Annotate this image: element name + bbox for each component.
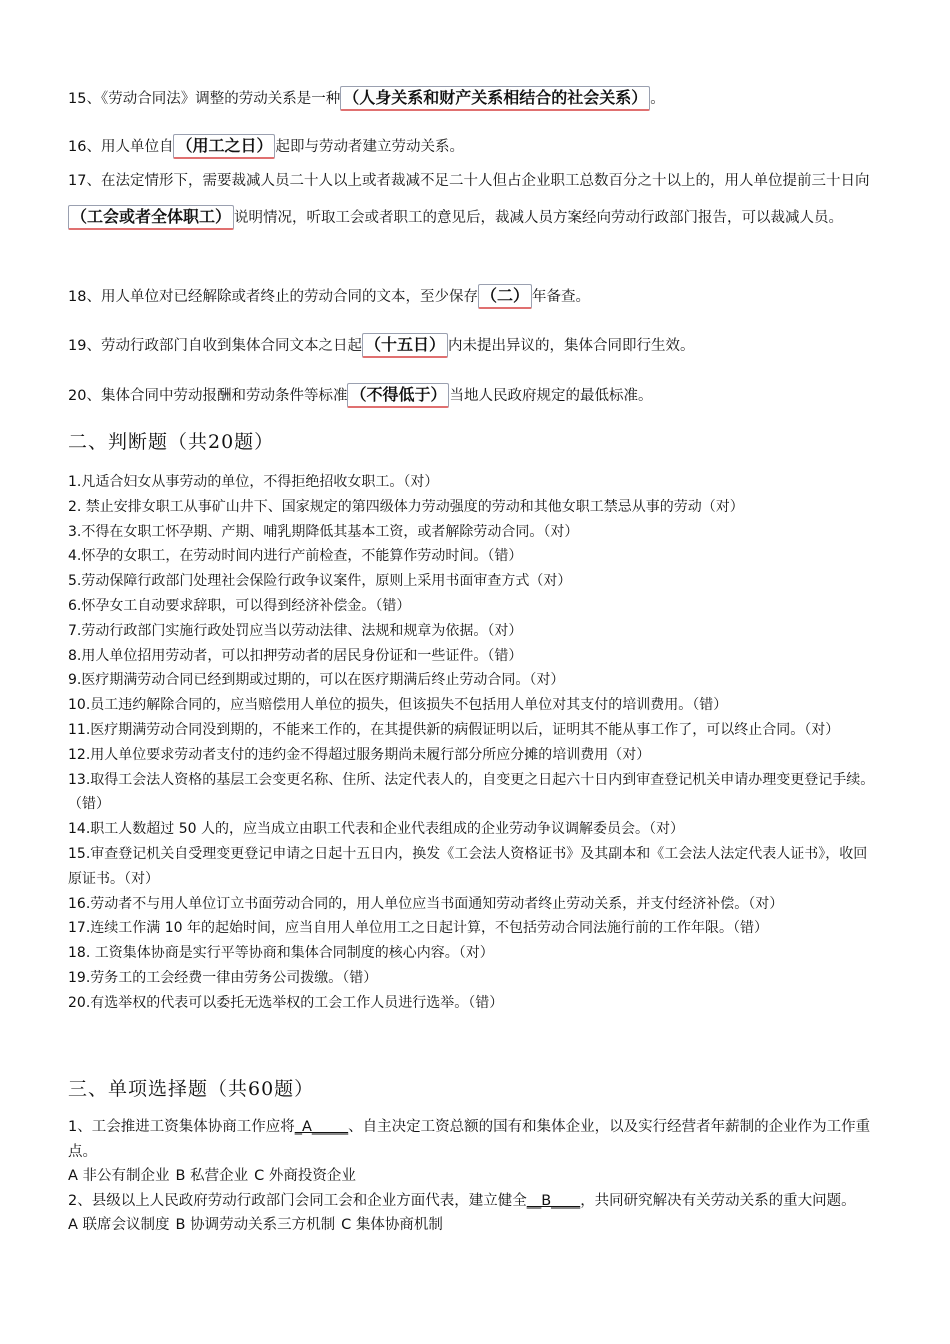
option: C 集体协商机制 <box>341 1217 443 1233</box>
fill-item-text: 15、《劳动合同法》调整的劳动关系是一种 <box>68 91 341 107</box>
fill-item-text: 当地人民政府规定的最低标准。 <box>449 388 653 404</box>
list-item: 7.劳动行政部门实施行政处罚应当以劳动法律、法规和规章为依据。（对） <box>68 622 523 639</box>
option: C 外商投资企业 <box>254 1168 356 1184</box>
option: A 联席会议制度 <box>68 1217 170 1233</box>
list-item: 2. 禁止安排女职工从事矿山井下、国家规定的第四级体力劳动强度的劳动和其他女职工禁忌从事的劳动（对） <box>68 498 744 515</box>
fill-item-text: 年备查。 <box>531 289 590 305</box>
list-item: 9.医疗期满劳动合同已经到期或过期的，可以在医疗期满后终止劳动合同。（对） <box>68 672 565 689</box>
option: B 协调劳动关系三方机制 <box>175 1217 336 1233</box>
fill-item-18 <box>68 284 880 309</box>
option: B 私营企业 <box>175 1168 249 1184</box>
fill-item-text: 内未提出异议的，集体合同即行生效。 <box>447 338 695 354</box>
fill-item-answer: （用工之日） <box>173 134 275 159</box>
question-text <box>68 1189 880 1214</box>
list-item: 18. 工资集体协商是实行平等协商和集体合同制度的核心内容。（对） <box>68 945 494 962</box>
fill-item-answer: （十五日） <box>362 333 448 358</box>
fill-item-answer: （二） <box>478 284 532 309</box>
fill-item-answer: （不得低于） <box>347 383 449 408</box>
list-item: 20.有选举权的代表可以委托无选举权的工会工作人员进行选举。（错） <box>68 994 504 1011</box>
fill-item-text: 19、劳动行政部门自收到集体合同文本之日起 <box>68 338 362 354</box>
fill-item-text: 说明情况，听取工会或者职工的意见后，裁减人员方案经向劳动行政部门报告，可以裁减人员。 <box>234 210 844 226</box>
fill-item-text: 18、用人单位对已经解除或者终止的劳动合同的文本，至少保存 <box>68 289 478 305</box>
fill-item-answer: （人身关系和财产关系相结合的社会关系） <box>340 86 650 111</box>
question-blank: _A_____ <box>294 1119 349 1135</box>
option: A 非公有制企业 <box>68 1168 170 1184</box>
list-item: 10.员工违约解除合同的，应当赔偿用人单位的损失，但该损失不包括用人单位对其支付的培训费用。（错） <box>68 697 728 714</box>
question-text-part: 、自主决定工资总额的国有和集体企业，以及实行经营者年薪制的企业作为工作重点。 <box>68 1119 871 1160</box>
question-options <box>68 1164 880 1189</box>
fill-item-20 <box>68 383 880 408</box>
question-text <box>68 1115 880 1164</box>
list-item: 12.用人单位要求劳动者支付的违约金不得超过服务期尚未履行部分所应分摊的培训费用（对） <box>68 746 651 763</box>
list-item: 3.不得在女职工怀孕期、产期、哺乳期降低其基本工资，或者解除劳动合同。（对） <box>68 523 579 540</box>
list-item: 1.凡适合妇女从事劳动的单位，不得拒绝招收女职工。（对） <box>68 474 439 490</box>
list-item: 19.劳务工的工会经费一律由劳务公司拨缴。（错） <box>68 969 378 986</box>
list-item: 15.审查登记机关自受理变更登记申请之日起十五日内，换发《工会法人资格证书》及其副本和《工会法人法定代表人证书》，收回原证书。（对） <box>68 845 868 887</box>
fill-item-15 <box>68 86 880 111</box>
true-false-list <box>68 470 880 1016</box>
question-options <box>68 1213 880 1238</box>
list-item: 16.劳动者不与用人单位订立书面劳动合同的，用人单位应当书面通知劳动者终止劳动关系，并支付经济补偿。（对） <box>68 895 784 912</box>
fill-item-text: 起即与劳动者建立劳动关系。 <box>275 139 464 155</box>
list-item: 8.用人单位招用劳动者，可以扣押劳动者的居民身份证和一些证件。（错） <box>68 647 523 664</box>
section-title-multiple-choice: 三、单项选择题（共60题） <box>68 1078 315 1100</box>
question-text-part: 2、县级以上人民政府劳动行政部门会同工会和企业方面代表，建立健全 <box>68 1192 527 1209</box>
question-blank: __B____ <box>526 1192 581 1209</box>
fill-item-text: 。 <box>650 91 665 107</box>
fill-item-19 <box>68 333 880 358</box>
list-item: 6.怀孕女工自动要求辞职，可以得到经济补偿金。（错） <box>68 597 411 614</box>
list-item: 14.职工人数超过 50 人的，应当成立由职工代表和企业代表组成的企业劳动争议调解委员会。（对） <box>68 821 684 838</box>
section-title-true-false: 二、判断题（共20题） <box>68 431 275 453</box>
fill-item-16 <box>68 134 880 159</box>
list-item: 4.怀孕的女职工，在劳动时间内进行产前检查，不能算作劳动时间。（错） <box>68 548 523 565</box>
fill-item-text: 16、用人单位自 <box>68 139 174 155</box>
question-text-part: 1、工会推进工资集体协商工作应将 <box>68 1119 295 1135</box>
fill-item-17 <box>68 163 880 237</box>
list-item: 13.取得工会法人资格的基层工会变更名称、住所、法定代表人的，自变更之日起六十日内到审查登记机关申请办理变更登记手续。（错） <box>68 771 875 813</box>
fill-item-text: 17、在法定情形下，需要裁减人员二十人以上或者裁减不足二十人但占企业职工总数百分之十以上的，用人单位提前三十日向 <box>68 173 870 189</box>
list-item: 11.医疗期满劳动合同没到期的，不能来工作的，在其提供新的病假证明以后，证明其不能从事工作了，可以终止合同。（对） <box>68 721 840 738</box>
list-item: 17.连续工作满 10 年的起始时间，应当自用人单位用工之日起计算，不包括劳动合同法施行前的工作年限。（错） <box>68 920 768 937</box>
fill-item-text: 20、集体合同中劳动报酬和劳动条件等标准 <box>68 388 348 404</box>
question-text-part: ，共同研究解决有关劳动关系的重大问题。 <box>580 1192 856 1209</box>
list-item: 5.劳动保障行政部门处理社会保险行政争议案件，原则上采用书面审查方式（对） <box>68 573 572 590</box>
fill-item-answer: （工会或者全体职工） <box>68 205 234 230</box>
multiple-choice-list <box>68 1115 880 1238</box>
